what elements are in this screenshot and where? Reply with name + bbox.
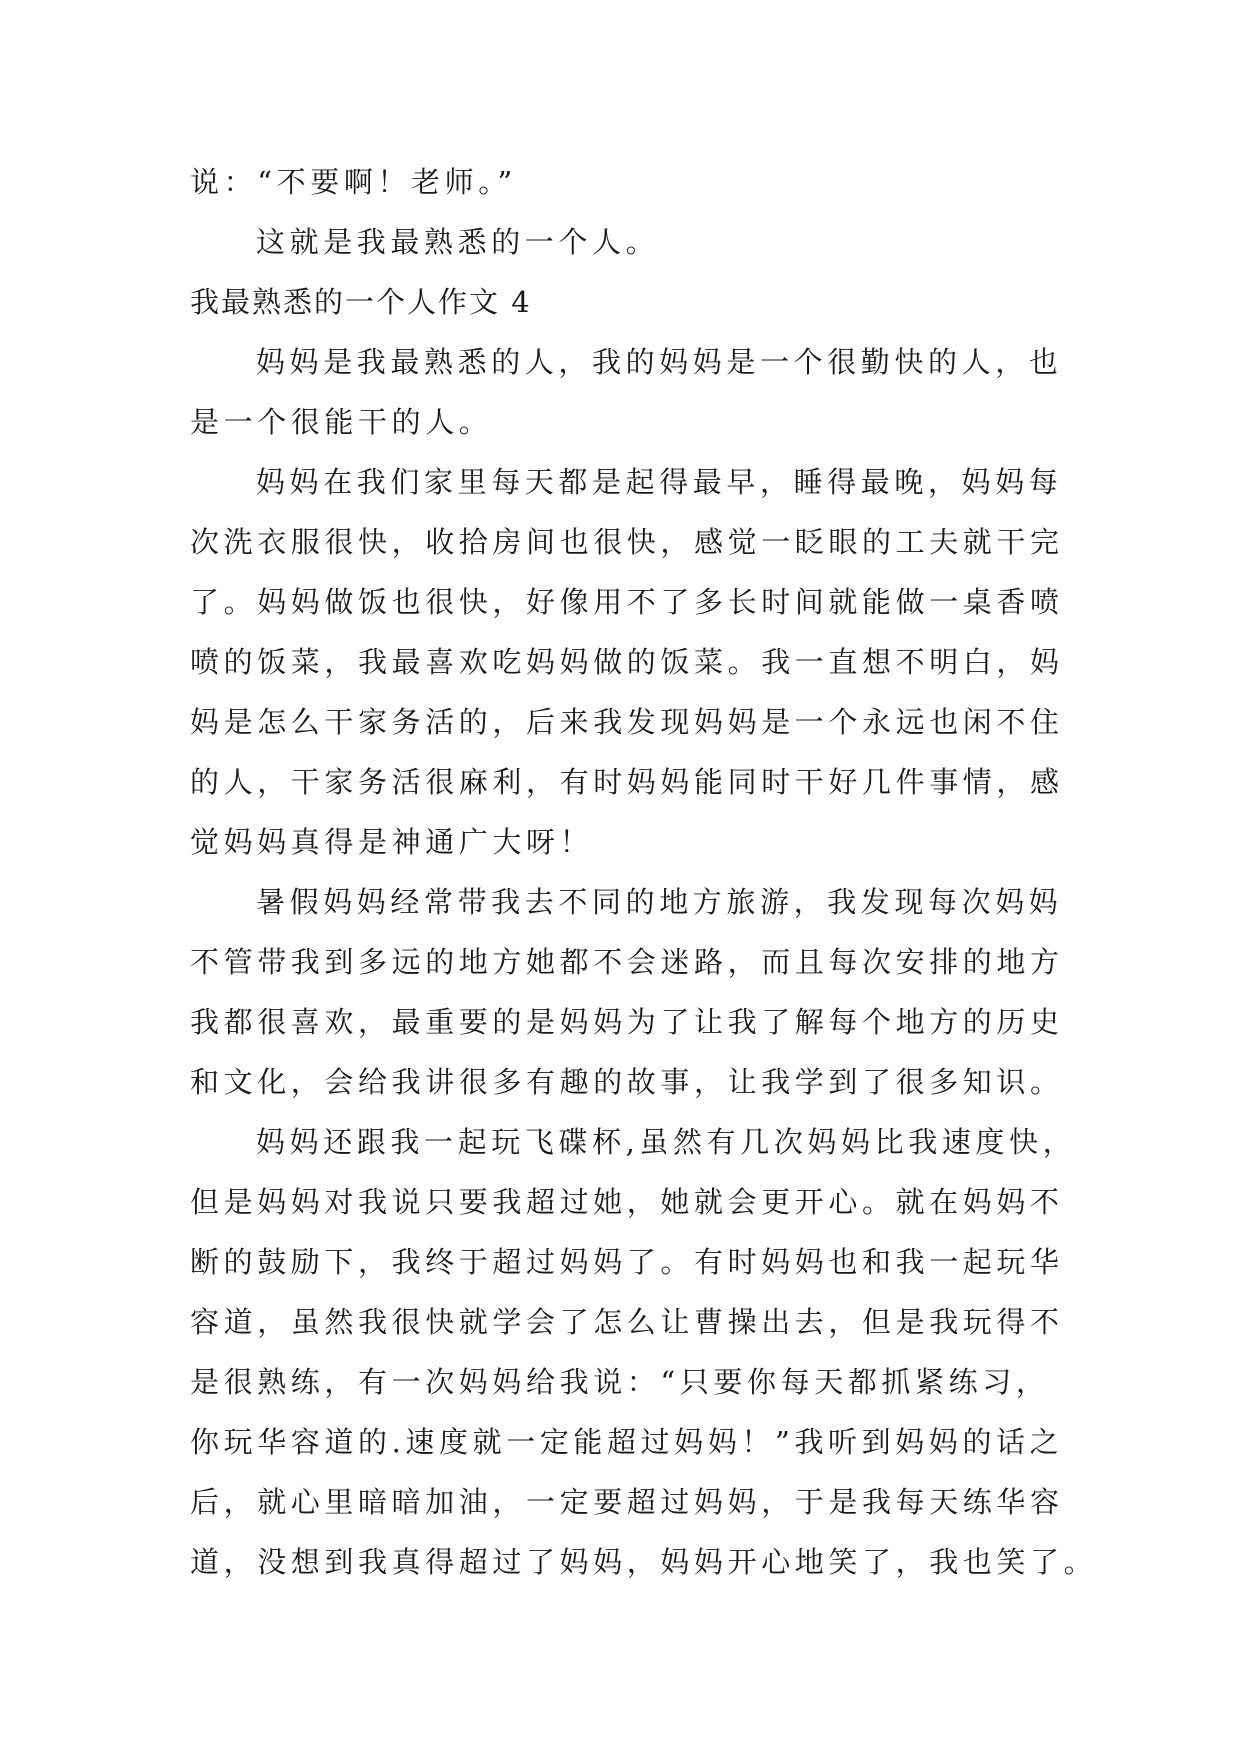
text-line-6: 妈妈在我们家里每天都是起得最早，睡得最晚，妈妈每 [256,465,1063,499]
text-line-16: 和文化，会给我讲很多有趣的故事，让我学到了很多知识。 [190,1065,1064,1099]
text-line-18: 但是妈妈对我说只要我超过她，她就会更开心。就在妈妈不 [190,1185,1064,1219]
text-line-4: 妈妈是我最熟悉的人，我的妈妈是一个很勤快的人，也 [256,345,1063,379]
text-line-9: 喷的饭菜，我最喜欢吃妈妈做的饭菜。我一直想不明白，妈 [190,645,1064,679]
text-line-17: 妈妈还跟我一起玩飞碟杯,虽然有几次妈妈比我速度快， [256,1125,1077,1159]
text-line-5: 是一个很能干的人。 [190,405,493,439]
text-line-7: 次洗衣服很快，收拾房间也很快，感觉一眨眼的工夫就干完 [190,525,1064,559]
text-line-10: 妈是怎么干家务活的，后来我发现妈妈是一个永远也闲不住 [190,705,1064,739]
text-line-1: 说：“不要啊！老师。” [190,165,517,199]
text-line-15: 我都很喜欢，最重要的是妈妈为了让我了解每个地方的历史 [190,1005,1064,1039]
document-page [190,152,1098,1592]
text-line-8: 了。妈妈做饭也很快，好像用不了多长时间就能做一桌香喷 [190,585,1064,619]
text-line-12: 觉妈妈真得是神通广大呀！ [190,825,594,859]
text-line-24: 道，没想到我真得超过了妈妈，妈妈开心地笑了，我也笑了。 [190,1545,1098,1579]
text-line-14: 不管带我到多远的地方她都不会迷路，而且每次安排的地方 [190,945,1064,979]
text-line-2: 这就是我最熟悉的一个人。 [256,225,660,259]
text-line-21: 是很熟练，有一次妈妈给我说：“只要你每天都抓紧练习， [190,1365,1050,1399]
text-line-13: 暑假妈妈经常带我去不同的地方旅游，我发现每次妈妈 [256,885,1063,919]
text-line-19: 断的鼓励下，我终于超过妈妈了。有时妈妈也和我一起玩华 [190,1245,1064,1279]
text-line-22: 你玩华容道的.速度就一定能超过妈妈！”我听到妈妈的话之 [190,1425,1064,1459]
text-line-20: 容道，虽然我很快就学会了怎么让曹操出去，但是我玩得不 [190,1305,1064,1339]
text-line-11: 的人，干家务活很麻利，有时妈妈能同时干好几件事情，感 [190,765,1064,799]
text-line-23: 后，就心里暗暗加油，一定要超过妈妈，于是我每天练华容 [190,1485,1064,1519]
section-heading: 我最熟悉的一个人作文 4 [190,285,532,319]
